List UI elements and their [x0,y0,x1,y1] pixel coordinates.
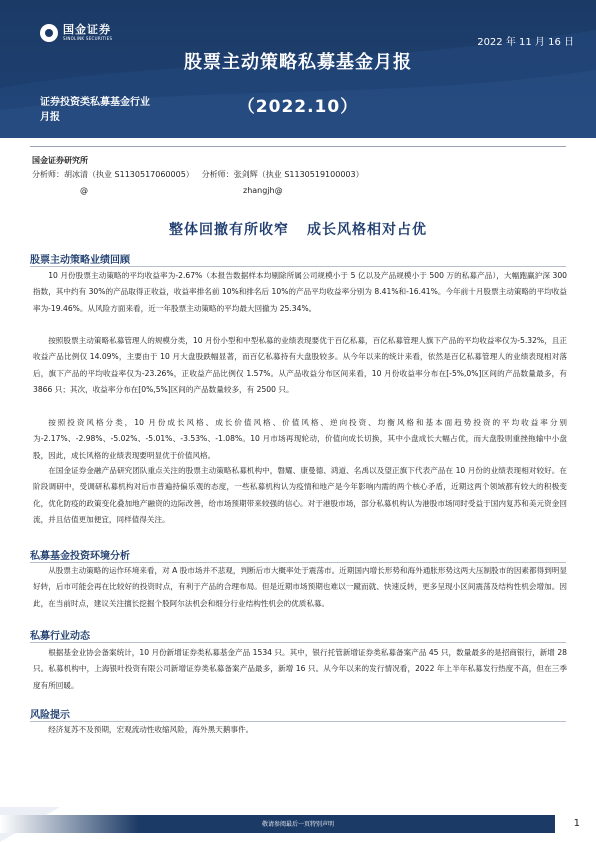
report-headline [0,219,596,239]
paragraph-risk: 经济复苏不及预期，宏观流动性收缩风险，海外黑天鹅事件。 [48,725,254,734]
analyst-2-email[interactable]: zhangjh@ [243,186,283,195]
logo-mark-icon [40,24,58,42]
report-title: 股票主动策略私募基金月报 [184,52,412,73]
footer-disclaimer-note: 敬请参阅最后一页特别声明 [261,821,334,828]
report-date: 2022 年 11 月 16 日 [477,37,574,48]
header-divider [30,146,566,147]
industry-line-1: 证券投资类私募基金行业 [40,97,150,108]
paragraph-environment: 从股票主动策略的运作环境来看，对 A 股市场并不悲观，判断后市大概率处于震荡市。近期国内增长形势和海外通胀形势这两大压制股市的因素都得到明显好转，后市可能会再在比较好的投资时点，有利于产品的合理布局。但是近期市场预期也难以一蹴而就、快速反转，更多呈现小区间震荡及结构性机会增加。因此，在当前时点，建议关注擅长挖掘个股阿尔法机会和细分行业结构性机会的优质私募。 [33,566,567,608]
report-header-banner [0,0,596,138]
section-title-performance: 股票主动策略业绩回顾 [30,255,130,266]
page-number: 1 [573,818,580,829]
headline-part-1: 整体回撤有所收窄 [169,222,289,238]
report-period: （2022.10） [237,97,359,117]
analyst-list [32,169,364,180]
analyst-2: 分析师：张剑辉（执业 S1130519100003） [201,170,364,179]
logo-cn-text: 国金证券 [63,23,111,36]
paragraph-performance-4: 在国金证券金融产品研究团队重点关注的股票主动策略私募机构中，磐耀、康曼德、鸿道、名禹以及望正旗下代表产品在 10 月份的业绩表现相对较好。在阶段调研中，受调研私募机构对后市普遍持偏乐观的态度，一些私募机构认为疫情和地产是今年影响内需的两个核心矛盾，近期这两个领域都有较大的积极变化，优化防疫的政策变化叠加地产融资的边际改善，给市场预期带来较强的信心。对于港股市场，部分私募机构认为港股市场同时受益于国内复苏和美元资金回流，并且估值更加便宜，同样值得关注。 [33,466,567,524]
logo-en-text: SINOLINK SECURITIES [63,36,113,41]
section-title-industry: 私募行业动态 [30,631,90,642]
section-divider [30,642,566,643]
headline-part-2: 成长风格相对占优 [307,222,427,238]
research-institute: 国金证券研究所 [32,156,88,165]
paragraph-performance-1: 10 月份股票主动策略的平均收益率为-2.67%（本报告数据样本均剔除所属公司规模小于 5 亿以及产品规模小于 500 万的私募产品），大幅跑赢沪深 300 指数，其中约有 30%的产品取得正收益，收益率排名前 10%和排名后 10%的产品平均收益率分别为 8.41%和-16.41%。今年前十月股票主动策略的平均收益率为-19.46%。从风险方面来看，近一年股票主动策略的平均最大回撤为 25.34%。 [33,271,567,313]
company-logo [40,24,112,42]
section-divider [30,266,566,267]
page-footer [0,807,596,842]
section-title-risk: 风险提示 [30,710,70,721]
industry-line-2: 月报 [40,112,60,123]
paragraph-performance-2: 按照股票主动策略私募管理人的规模分类，10 月份小型和中型私募的业绩表现要优于百亿私募，百亿私募管理人旗下产品的平均收益率仅为-5.32%，且正收益产品比例仅 14.09%，主要由于 10 月大盘股跌幅显著，而百亿私募持有大盘股较多。从今年以来的统计来看，依然是百亿私募管理人的业绩表现相对落后，旗下产品的平均收益率仅为-23.26%，正收益产品比例仅 1.57%。从产品收益分布区间来看，10 月份收益率分布在[-5%,0%]区间的产品数量最多，有 3866 只；其次，收益率分布在[0%,5%]区间的产品数量较多，有 2500 只。 [33,336,567,394]
paragraph-industry: 根据基金业协会备案统计，10 月份新增证券类私募基金产品 1534 只。其中，银行托管新增证券类私募备案产品 45 只，数量最多的是招商银行，新增 28 只。私募机构中，上海银叶投资有限公司新增证券类私募备案产品最多，新增 16 只。从今年以来的发行情况看，2022 年上半年私募发行热度不高，但在三季度有所回暖。 [33,648,567,690]
paragraph-performance-3: 按照投资风格分类，10 月份成长风格、成长价值风格、价值风格、逆向投资、均衡风格和基本面趋势投资的平均收益率分别为-2.17%、-2.98%、-5.02%、-5.01%、-3.53%、-1.08%。10 月市场再现轮动，价值向成长切换，其中小盘成长大幅占优，而大盘股则重挫拖输中小盘股，因此，成长风格的业绩表现要明显优于价值风格。 [33,418,567,460]
section-title-environment: 私募基金投资环境分析 [30,551,130,562]
analyst-1-email[interactable]: @ [80,186,88,195]
analyst-1: 分析师：胡冰清（执业 S1130517060005） [32,170,194,179]
